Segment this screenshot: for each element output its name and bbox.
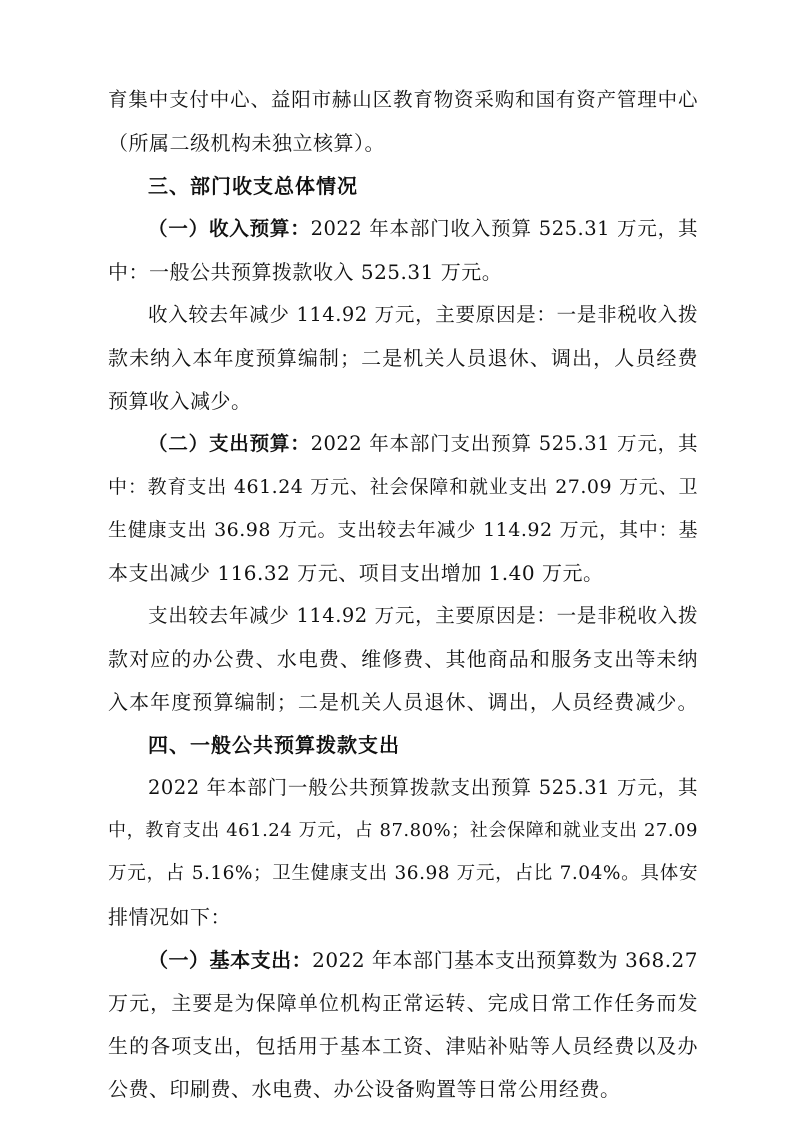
expenditure-budget-text: 2022 年本部门支出预算 525.31 万元，其 (310, 432, 698, 455)
expenditure-budget-label: （二）支出预算： (148, 432, 311, 455)
basic-expenditure-line-3: 生的各项支出，包括用于基本工资、津贴补贴等人员经费以及办 (108, 1034, 698, 1058)
expenditure-budget-line-3: 生健康支出 36.98 万元。支出较去年减少 114.92 万元，其中：基 (108, 519, 698, 541)
intro-line-2: （所属二级机构未独立核算）。 (108, 131, 385, 155)
intro-line-1: 育集中支付中心、益阳市赫山区教育物资采购和国有资产管理中心 (108, 88, 698, 111)
expenditure-reason-line-2: 款对应的办公费、水电费、维修费、其他商品和服务支出等未纳 (108, 647, 698, 671)
section-3-heading: 三、部门收支总体情况 (148, 174, 358, 198)
expenditure-budget-line-4: 本支出减少 116.32 万元、项目支出增加 1.40 万元。 (108, 561, 604, 585)
section-4-heading: 四、一般公共预算拨款支出 (148, 733, 400, 757)
general-budget-line-1: 2022 年本部门一般公共预算拨款支出预算 525.31 万元，其 (148, 776, 698, 799)
basic-expenditure-line-1 (148, 940, 698, 980)
expenditure-reason-line-1: 支出较去年减少 114.92 万元，主要原因是：一是非税收入拨 (148, 604, 698, 627)
income-budget-line-2: 中：一般公共预算拨款收入 525.31 万元。 (108, 260, 503, 284)
expenditure-budget-line-1 (148, 424, 698, 464)
income-budget-line-1 (148, 209, 698, 249)
income-reason-line-2: 款未纳入本年度预算编制；二是机关人员退休、调出，人员经费 (108, 346, 698, 370)
general-budget-line-2: 中，教育支出 461.24 万元，占 87.80%；社会保障和就业支出 27.09 (108, 820, 698, 841)
income-budget-label: （一）收入预算： (148, 217, 311, 240)
basic-expenditure-text: 2022 年本部门基本支出预算数为 368.27 (312, 948, 699, 972)
basic-expenditure-label: （一）基本支出： (148, 948, 313, 972)
general-budget-line-4: 排情况如下： (108, 905, 231, 929)
basic-expenditure-line-4: 公费、印刷费、水电费、办公设备购置等日常公用经费。 (108, 1077, 621, 1101)
general-budget-line-3: 万元，占 5.16%；卫生健康支出 36.98 万元，占比 7.04%。具体安 (108, 863, 698, 884)
expenditure-budget-line-2: 中：教育支出 461.24 万元、社会保障和就业支出 27.09 万元、卫 (108, 476, 698, 498)
basic-expenditure-line-2: 万元，主要是为保障单位机构正常运转、完成日常工作任务而发 (108, 991, 698, 1015)
income-reason-line-3: 预算收入减少。 (108, 389, 252, 413)
income-reason-line-1: 收入较去年减少 114.92 万元，主要原因是：一是非税收入拨 (148, 303, 698, 326)
income-budget-text: 2022 年本部门收入预算 525.31 万元，其 (310, 217, 698, 240)
expenditure-reason-line-3: 入本年度预算编制；二是机关人员退休、调出，人员经费减少。 (108, 690, 698, 714)
